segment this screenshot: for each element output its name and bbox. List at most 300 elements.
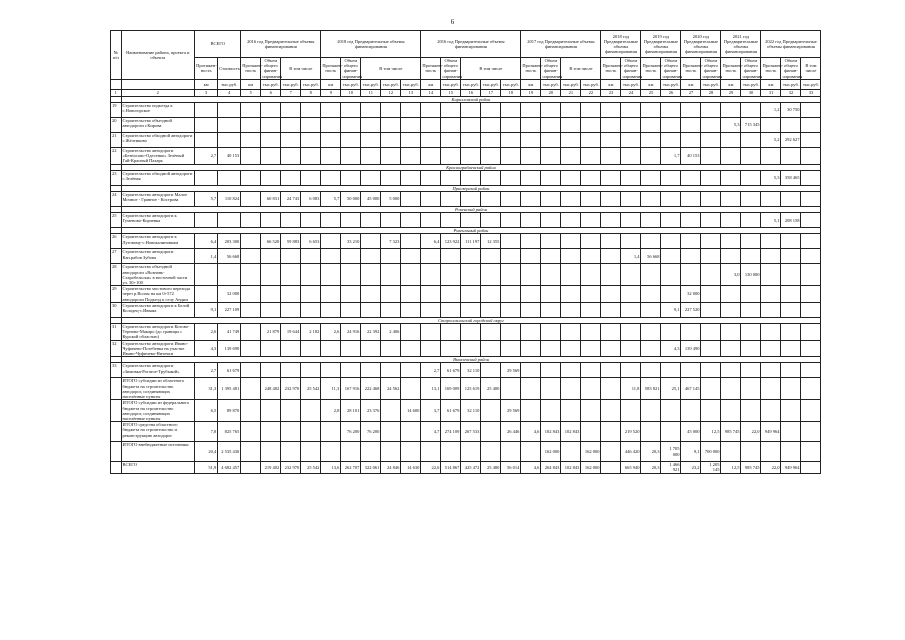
value-cell <box>441 118 461 133</box>
value-cell <box>561 400 581 422</box>
value-cell <box>301 170 321 185</box>
value-cell: 50 000 <box>341 192 361 207</box>
value-cell: 60 831 <box>261 192 281 207</box>
value-cell <box>601 192 621 207</box>
value-cell <box>218 213 241 228</box>
value-cell <box>421 170 441 185</box>
header-unit-km: км <box>641 79 661 89</box>
row-number: 19 <box>111 103 122 118</box>
value-cell <box>581 170 601 185</box>
value-cell <box>521 302 541 317</box>
value-cell <box>681 103 701 118</box>
value-cell <box>801 302 821 317</box>
value-cell: 66 520 <box>261 234 281 249</box>
value-cell <box>301 213 321 228</box>
row-number <box>111 378 122 400</box>
row-number: 21 <box>111 133 122 148</box>
value-cell <box>801 422 821 442</box>
value-cell <box>761 340 781 357</box>
value-cell <box>621 324 641 341</box>
value-cell: 219 402 <box>261 462 281 473</box>
value-cell <box>195 118 218 133</box>
value-cell <box>641 400 661 422</box>
column-index: 23 <box>601 89 621 96</box>
value-cell <box>501 324 521 341</box>
value-cell <box>541 363 561 378</box>
value-cell <box>441 103 461 118</box>
value-cell: 61 679 <box>441 400 461 422</box>
value-cell <box>461 249 481 264</box>
value-cell <box>701 170 721 185</box>
value-cell: 24 916 <box>341 324 361 341</box>
value-cell <box>341 442 361 462</box>
value-cell: 583 821 <box>641 378 661 400</box>
value-cell <box>661 234 681 249</box>
value-cell <box>701 324 721 341</box>
value-cell <box>481 363 501 378</box>
value-cell <box>601 133 621 148</box>
value-cell: 700 000 <box>701 442 721 462</box>
column-index: 2 <box>121 89 195 96</box>
value-cell <box>218 170 241 185</box>
value-cell <box>581 192 601 207</box>
value-cell <box>301 148 321 165</box>
value-cell: 4,3 <box>661 340 681 357</box>
value-cell <box>281 264 301 286</box>
value-cell: 6,5 <box>195 400 218 422</box>
value-cell <box>681 234 701 249</box>
value-cell <box>401 324 421 341</box>
value-cell <box>721 302 741 317</box>
column-index: 33 <box>801 89 821 96</box>
value-cell <box>721 340 741 357</box>
value-cell <box>721 363 741 378</box>
value-cell <box>361 170 381 185</box>
value-cell <box>561 234 581 249</box>
value-cell: 32 110 <box>461 363 481 378</box>
header-year-group: 2019 год Предварительные объемы финансирования <box>641 31 681 58</box>
value-cell: 13,6 <box>321 462 341 473</box>
value-cell <box>541 264 561 286</box>
value-cell <box>441 264 461 286</box>
value-cell <box>461 103 481 118</box>
column-index: 26 <box>661 89 681 96</box>
table-row <box>111 302 821 317</box>
value-cell <box>721 249 741 264</box>
value-cell <box>581 213 601 228</box>
header-cost: Стоимость <box>218 58 241 80</box>
value-cell: 139 690 <box>218 340 241 357</box>
value-cell <box>218 118 241 133</box>
column-index: 21 <box>561 89 581 96</box>
value-cell <box>241 148 261 165</box>
value-cell <box>421 286 441 303</box>
value-cell <box>741 400 761 422</box>
value-cell <box>521 324 541 341</box>
value-cell <box>321 213 341 228</box>
header-unit-rub: тыс.руб. <box>381 79 401 89</box>
value-cell <box>721 234 741 249</box>
region-label: Кирилловский район <box>121 96 821 102</box>
table-header <box>111 31 821 97</box>
value-cell <box>381 170 401 185</box>
row-number: 20 <box>111 118 122 133</box>
value-cell <box>601 170 621 185</box>
value-cell: 985 745 <box>721 422 741 442</box>
value-cell <box>261 442 281 462</box>
value-cell: 825 765 <box>218 422 241 442</box>
value-cell <box>801 170 821 185</box>
value-cell <box>541 118 561 133</box>
row-number: 32 <box>111 340 122 357</box>
column-index: 14 <box>421 89 441 96</box>
value-cell <box>301 302 321 317</box>
column-index: 31 <box>761 89 781 96</box>
header-year-group: 2016 год Предварительные объемы финансирования <box>241 31 321 58</box>
value-cell <box>741 249 761 264</box>
value-cell: 4 682 457 <box>218 462 241 473</box>
header-unit-rub: тыс.руб. <box>218 79 241 89</box>
value-cell <box>381 422 401 442</box>
value-cell: 262 707 <box>341 462 361 473</box>
value-cell <box>681 400 701 422</box>
header-year-group: 2020 год Предварительные объемы финансирования <box>681 31 721 58</box>
value-cell <box>341 148 361 165</box>
column-index: 18 <box>501 89 521 96</box>
value-cell <box>561 286 581 303</box>
value-cell <box>481 103 501 118</box>
value-cell: 102 843 <box>561 462 581 473</box>
value-cell: 56 014 <box>501 462 521 473</box>
table-row <box>111 192 821 207</box>
value-cell: 264 843 <box>541 462 561 473</box>
value-cell: 715 345 <box>741 118 761 133</box>
value-cell <box>421 103 441 118</box>
value-cell <box>461 324 481 341</box>
value-cell <box>341 118 361 133</box>
value-cell <box>241 324 261 341</box>
value-cell <box>241 378 261 400</box>
value-cell <box>761 400 781 422</box>
value-cell: 32 110 <box>461 400 481 422</box>
value-cell <box>681 324 701 341</box>
value-cell <box>481 148 501 165</box>
row-number: 24 <box>111 192 122 207</box>
value-cell <box>241 234 261 249</box>
value-cell <box>541 340 561 357</box>
value-cell <box>661 249 681 264</box>
value-cell <box>601 264 621 286</box>
value-cell: 4,6 <box>521 462 541 473</box>
value-cell: 24 743 <box>281 192 301 207</box>
value-cell <box>361 264 381 286</box>
object-name: Строительство обходной автодороги с.Жёлтиково <box>121 133 195 148</box>
region-label: Старооскольский городской округ <box>121 317 821 323</box>
value-cell <box>601 378 621 400</box>
value-cell <box>441 170 461 185</box>
value-cell <box>801 324 821 341</box>
header-name: Наименование района, проекта и объекта <box>121 31 195 80</box>
value-cell <box>781 363 801 378</box>
value-cell <box>801 148 821 165</box>
value-cell <box>801 234 821 249</box>
table-row <box>111 286 821 303</box>
value-cell <box>441 442 461 462</box>
region-label: Ровенский район <box>121 207 821 213</box>
value-cell: 5,2 <box>761 133 781 148</box>
value-cell: 30 750 <box>781 103 801 118</box>
value-cell <box>341 103 361 118</box>
value-cell <box>341 286 361 303</box>
value-cell <box>241 118 261 133</box>
value-cell <box>621 192 641 207</box>
table-row <box>111 324 821 341</box>
value-cell <box>701 264 721 286</box>
value-cell <box>401 286 421 303</box>
value-cell <box>741 133 761 148</box>
column-index: 11 <box>361 89 381 96</box>
value-cell <box>281 148 301 165</box>
header-year-group: 2017 год Предварительные объемы финансирования <box>521 31 601 58</box>
header-unit-km: км <box>721 79 741 89</box>
header-including: В том числе <box>361 58 421 80</box>
value-cell <box>381 249 401 264</box>
value-cell: 45 000 <box>361 192 381 207</box>
row-number: 29 <box>111 286 122 303</box>
value-cell: 1 705 000 <box>661 442 681 462</box>
value-cell <box>441 133 461 148</box>
value-cell <box>195 133 218 148</box>
value-cell <box>421 264 441 286</box>
value-cell <box>541 234 561 249</box>
value-cell <box>381 442 401 462</box>
value-cell <box>681 118 701 133</box>
value-cell: 40 153 <box>218 148 241 165</box>
header-including: В том числе <box>561 58 601 80</box>
value-cell: 61 679 <box>441 363 461 378</box>
value-cell <box>321 302 341 317</box>
value-cell <box>321 234 341 249</box>
value-cell <box>521 118 541 133</box>
header-unit-km: км <box>601 79 621 89</box>
value-cell <box>781 422 801 442</box>
value-cell: 5 000 <box>381 192 401 207</box>
table-row <box>111 213 821 228</box>
value-cell: 5,7 <box>195 192 218 207</box>
value-cell <box>761 442 781 462</box>
value-cell <box>401 133 421 148</box>
value-cell: 25 542 <box>301 462 321 473</box>
row-number <box>111 442 122 462</box>
value-cell: 9,1 <box>681 442 701 462</box>
value-cell <box>741 170 761 185</box>
value-cell: 167 916 <box>341 378 361 400</box>
object-name: Строительство автодороги Малое Мочное - Гранное - Кострова <box>121 192 195 207</box>
value-cell <box>381 286 401 303</box>
value-cell <box>661 324 681 341</box>
value-cell <box>381 400 401 422</box>
object-name: Строительство автодороги Кап.рабов Зубова <box>121 249 195 264</box>
column-index: 28 <box>701 89 721 96</box>
value-cell <box>521 378 541 400</box>
value-cell <box>441 302 461 317</box>
value-cell <box>441 213 461 228</box>
column-index: 4 <box>218 89 241 96</box>
value-cell <box>501 264 521 286</box>
header-unit-rub: тыс.руб. <box>281 79 301 89</box>
value-cell <box>801 286 821 303</box>
value-cell <box>361 133 381 148</box>
value-cell <box>501 213 521 228</box>
value-cell <box>195 213 218 228</box>
header-financing: Объем общего финан- сирования <box>782 58 803 79</box>
value-cell <box>781 378 801 400</box>
value-cell <box>481 422 501 442</box>
value-cell <box>581 234 601 249</box>
header-unit-km: км <box>421 79 441 89</box>
value-cell: 7 323 <box>381 234 401 249</box>
value-cell <box>401 302 421 317</box>
value-cell <box>321 148 341 165</box>
value-cell: 2,8 <box>321 400 341 422</box>
value-cell: 21 879 <box>261 324 281 341</box>
value-cell <box>541 378 561 400</box>
value-cell <box>661 264 681 286</box>
value-cell: 274 109 <box>441 422 461 442</box>
value-cell <box>321 170 341 185</box>
value-cell: 1,7 <box>661 148 681 165</box>
value-cell <box>521 103 541 118</box>
value-cell <box>561 264 581 286</box>
value-cell <box>581 103 601 118</box>
value-cell <box>261 363 281 378</box>
row-number <box>111 462 122 473</box>
column-index: 24 <box>621 89 641 96</box>
value-cell <box>581 148 601 165</box>
value-cell <box>421 148 441 165</box>
region-label: Приозерский район <box>121 185 821 191</box>
value-cell <box>581 422 601 442</box>
value-cell: 29 569 <box>501 363 521 378</box>
value-cell <box>561 324 581 341</box>
header-financing: Объем общего финан- сирования <box>342 58 363 79</box>
value-cell: 11,8 <box>621 378 641 400</box>
value-cell <box>741 442 761 462</box>
total-row <box>111 422 821 442</box>
value-cell <box>501 302 521 317</box>
table-body <box>111 96 821 473</box>
header-unit-rub: тыс.руб. <box>701 79 721 89</box>
value-cell <box>741 302 761 317</box>
value-cell: 3,7 <box>421 400 441 422</box>
value-cell <box>281 286 301 303</box>
row-number: 26 <box>111 234 122 249</box>
value-cell <box>521 213 541 228</box>
value-cell <box>581 249 601 264</box>
value-cell <box>481 213 501 228</box>
value-cell <box>361 213 381 228</box>
value-cell <box>561 302 581 317</box>
value-cell: 1 205 145 <box>701 462 721 473</box>
value-cell <box>521 400 541 422</box>
value-cell <box>241 170 261 185</box>
value-cell <box>481 249 501 264</box>
value-cell <box>641 422 661 442</box>
value-cell <box>281 213 301 228</box>
value-cell: 23,2 <box>681 462 701 473</box>
value-cell: 11,3 <box>321 378 341 400</box>
header-number: № п/п <box>111 31 122 80</box>
value-cell <box>701 400 721 422</box>
value-cell <box>321 422 341 442</box>
value-cell <box>741 234 761 249</box>
value-cell <box>761 302 781 317</box>
header-unit-rub: тыс.руб. <box>361 79 381 89</box>
value-cell <box>781 400 801 422</box>
value-cell <box>641 363 661 378</box>
value-cell <box>721 286 741 303</box>
value-cell: 123 922 <box>441 234 461 249</box>
value-cell <box>641 302 661 317</box>
value-cell <box>341 133 361 148</box>
value-cell: 5,3 <box>761 170 781 185</box>
value-cell <box>561 340 581 357</box>
value-cell <box>741 103 761 118</box>
value-cell <box>541 170 561 185</box>
header-length: Протяжен- ность <box>681 58 701 80</box>
value-cell <box>761 234 781 249</box>
header-including: В том числе <box>281 58 321 80</box>
value-cell <box>701 363 721 378</box>
value-cell <box>361 363 381 378</box>
value-cell <box>581 133 601 148</box>
value-cell <box>721 213 741 228</box>
value-cell: 4,3 <box>195 340 218 357</box>
table-row <box>111 340 821 357</box>
value-cell <box>601 324 621 341</box>
value-cell <box>701 378 721 400</box>
value-cell: 208 158 <box>781 213 801 228</box>
value-cell <box>641 340 661 357</box>
value-cell <box>241 264 261 286</box>
value-cell <box>195 286 218 303</box>
value-cell <box>401 264 421 286</box>
value-cell <box>481 192 501 207</box>
value-cell <box>541 148 561 165</box>
value-cell <box>361 118 381 133</box>
value-cell: 22,0 <box>741 422 761 442</box>
value-cell <box>361 442 381 462</box>
value-cell <box>241 249 261 264</box>
object-name: ИТОГО внебюджетные источники <box>121 442 195 462</box>
value-cell: 29 569 <box>501 400 521 422</box>
header-unit-rub: тыс.руб. <box>561 79 581 89</box>
value-cell: 467 145 <box>681 378 701 400</box>
value-cell <box>301 249 321 264</box>
table-row <box>111 264 821 286</box>
value-cell <box>321 249 341 264</box>
value-cell <box>701 249 721 264</box>
header-blank <box>121 79 195 89</box>
value-cell <box>321 103 341 118</box>
value-cell <box>641 103 661 118</box>
value-cell <box>641 234 661 249</box>
value-cell <box>781 286 801 303</box>
value-cell: 514 867 <box>441 462 461 473</box>
value-cell <box>341 213 361 228</box>
object-name: Строительство объездной автодороги г.Кирова <box>121 118 195 133</box>
value-cell <box>561 249 581 264</box>
